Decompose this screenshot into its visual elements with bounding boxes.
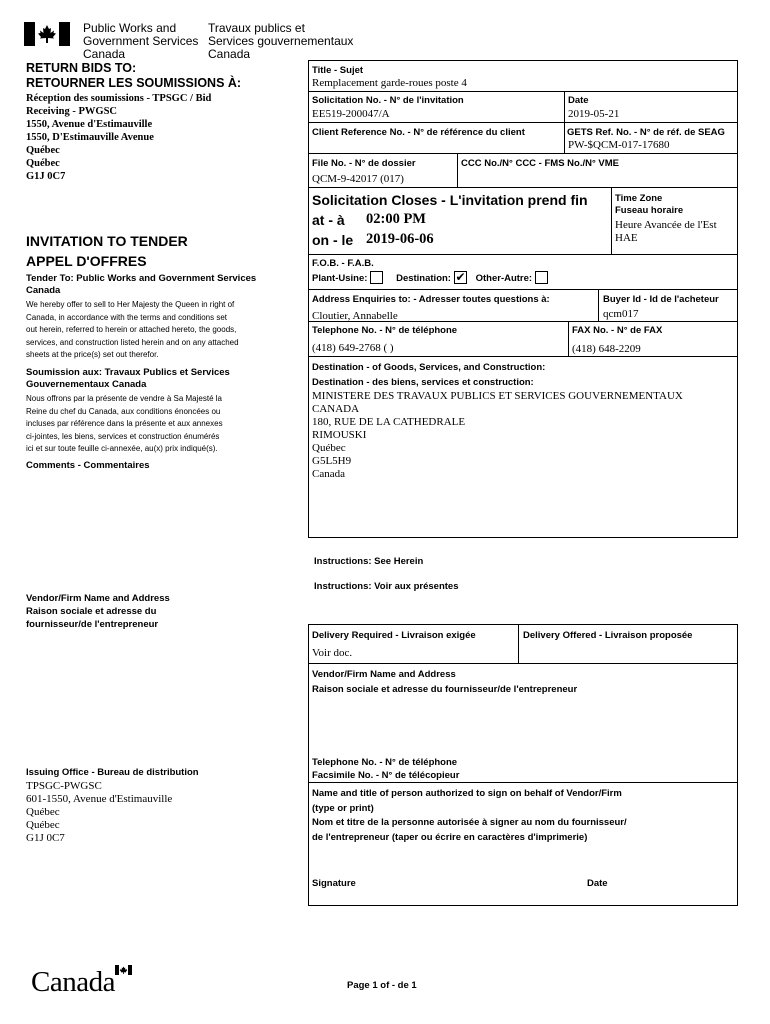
file-no-label: File No. - N° de dossier — [312, 158, 416, 169]
destination-goods-address: MINISTERE DES TRAVAUX PUBLICS ET SERVICES GOUVERNEMENTAUX CANADA 180, RUE DE LA CATHEDRALE RIMOUSKI Québec G5L5H9 Canada — [312, 390, 683, 480]
solicitation-no-value: EE519-200047/A — [312, 108, 390, 120]
vendor-firm-label-left: Vendor/Firm Name and Address Raison sociale et adresse du fournisseur/de l'entrepreneur — [26, 593, 170, 630]
destination-goods-label: Destination - of Goods, Services, and Construction: Destination - des biens, services et construction: — [312, 362, 546, 388]
solicitation-closes-label: Solicitation Closes - L'invitation prend fin — [312, 192, 588, 208]
department-name-fr: Travaux publics et Services gouvernementaux Canada — [208, 21, 354, 61]
other-checkbox[interactable] — [535, 271, 548, 284]
destination-label: Destination: — [396, 273, 451, 285]
return-bids-heading: RETURN BIDS TO: RETOURNER LES SOUMISSIONS À: — [26, 61, 242, 90]
canada-flag-logo — [24, 22, 70, 46]
telephone-value: (418) 649-2768 ( ) — [312, 342, 394, 354]
fob-label: F.O.B. - F.A.B. — [312, 258, 374, 269]
delivery-offered-label: Delivery Offered - Livraison proposée — [523, 630, 693, 641]
return-bids-address: Réception des soumissions - TPSGC / Bid Receiving - PWGSC 1550, Avenue d'Estimauville 1550, D'Estimauville Avenue Québec Québec G1J 0C7 — [26, 93, 212, 182]
tender-to-label: Tender To: Public Works and Government Services Canada — [26, 273, 257, 296]
soumission-label: Soumission aux: Travaux Publics et Services Gouvernementaux Canada — [26, 367, 230, 390]
authorized-person-label: Name and title of person authorized to sign on behalf of Vendor/Firm (type or print) Nom et titre de la personne autorisée à signer au nom du fournisseur/ de l'entrepreneur (taper ou écrire en caractères d'imprimerie) — [312, 788, 627, 843]
delivery-required-value: Voir doc. — [312, 647, 353, 659]
closing-time-value: 02:00 PM — [366, 211, 426, 227]
tender-to-text: We hereby offer to sell to Her Majesty the Queen in right of Canada, in accordance with the terms and conditions set out herein, referred to herein or attached hereto, the goods, services, and construction listed herein and on any attached sheets at the price(s) set out therefor. — [26, 300, 239, 360]
gets-ref-value: PW-$QCM-017-17680 — [568, 139, 670, 151]
buyer-id-label: Buyer Id - Id de l'acheteur — [603, 294, 719, 305]
title-value: Remplacement garde-roues poste 4 — [312, 77, 467, 89]
closing-date-value: 2019-06-06 — [366, 231, 434, 247]
gets-ref-label: GETS Ref. No. - N° de réf. de SEAG — [567, 127, 725, 138]
instructions-fr: Instructions: Voir aux présentes — [314, 581, 459, 592]
title-label: Title - Sujet — [312, 65, 364, 76]
telephone-label: Telephone No. - N° de téléphone — [312, 325, 458, 336]
buyer-id-value: qcm017 — [603, 308, 639, 320]
instructions-en: Instructions: See Herein — [314, 556, 424, 567]
issuing-office-label: Issuing Office - Bureau de distribution — [26, 767, 199, 778]
plant-label: Plant-Usine: — [312, 273, 368, 285]
vendor-firm-label: Vendor/Firm Name and Address Raison sociale et adresse du fournisseur/de l'entrepreneur — [312, 669, 578, 695]
address-enquiries-value: Cloutier, Annabelle — [312, 310, 398, 322]
closing-date-label: on - le — [312, 232, 354, 248]
fax-value: (418) 648-2209 — [572, 343, 641, 355]
client-reference-label: Client Reference No. - N° de référence du client — [312, 127, 525, 138]
closing-time-label: at - à — [312, 212, 345, 228]
time-zone-label: Time Zone Fuseau horaire — [615, 193, 684, 216]
destination-checkbox[interactable]: ✔ — [455, 270, 466, 284]
comments-label: Comments - Commentaires — [26, 460, 150, 471]
date-label: Date — [568, 95, 589, 106]
plant-checkbox[interactable] — [370, 271, 383, 284]
signature-label: Signature — [312, 878, 356, 889]
invitation-heading: INVITATION TO TENDER APPEL D'OFFRES — [26, 233, 188, 269]
fax-label: FAX No. - N° de FAX — [572, 325, 663, 336]
ccc-no-label: CCC No./N° CCC - FMS No./N° VME — [461, 158, 620, 169]
time-zone-value: Heure Avancée de l'Est HAE — [615, 219, 717, 244]
wordmark-flag-icon — [115, 962, 132, 972]
telephone-facsimile-label: Telephone No. - N° de téléphone Facsimile No. - N° de télécopieur — [312, 757, 460, 781]
address-enquiries-label: Address Enquiries to: - Adresser toutes questions à: — [312, 294, 550, 305]
file-no-value: QCM-9-42017 (017) — [312, 173, 404, 185]
page-number: Page 1 of - de 1 — [347, 980, 417, 991]
signature-date-label: Date — [587, 878, 608, 889]
canada-wordmark: Canada — [31, 966, 115, 998]
issuing-office-address: TPSGC-PWGSC 601-1550, Avenue d'Estimauville Québec Québec G1J 0C7 — [26, 780, 173, 844]
soumission-text: Nous offrons par la présente de vendre à Sa Majesté la Reine du chef du Canada, aux conditions énoncées ou incluses par référence dans la présente et aux annexes ci-jointes, les biens, services et construction énumérés ici et sur toute feuille ci-annexée, au(x) prix indiqué(s). — [26, 394, 223, 454]
fob-options — [312, 272, 554, 285]
department-name-en: Public Works and Government Services Canada — [83, 21, 199, 61]
other-label: Other-Autre: — [475, 273, 533, 285]
delivery-required-label: Delivery Required - Livraison exigée — [312, 630, 476, 641]
solicitation-no-label: Solicitation No. - N° de l'invitation — [312, 95, 464, 106]
date-value: 2019-05-21 — [568, 108, 620, 120]
